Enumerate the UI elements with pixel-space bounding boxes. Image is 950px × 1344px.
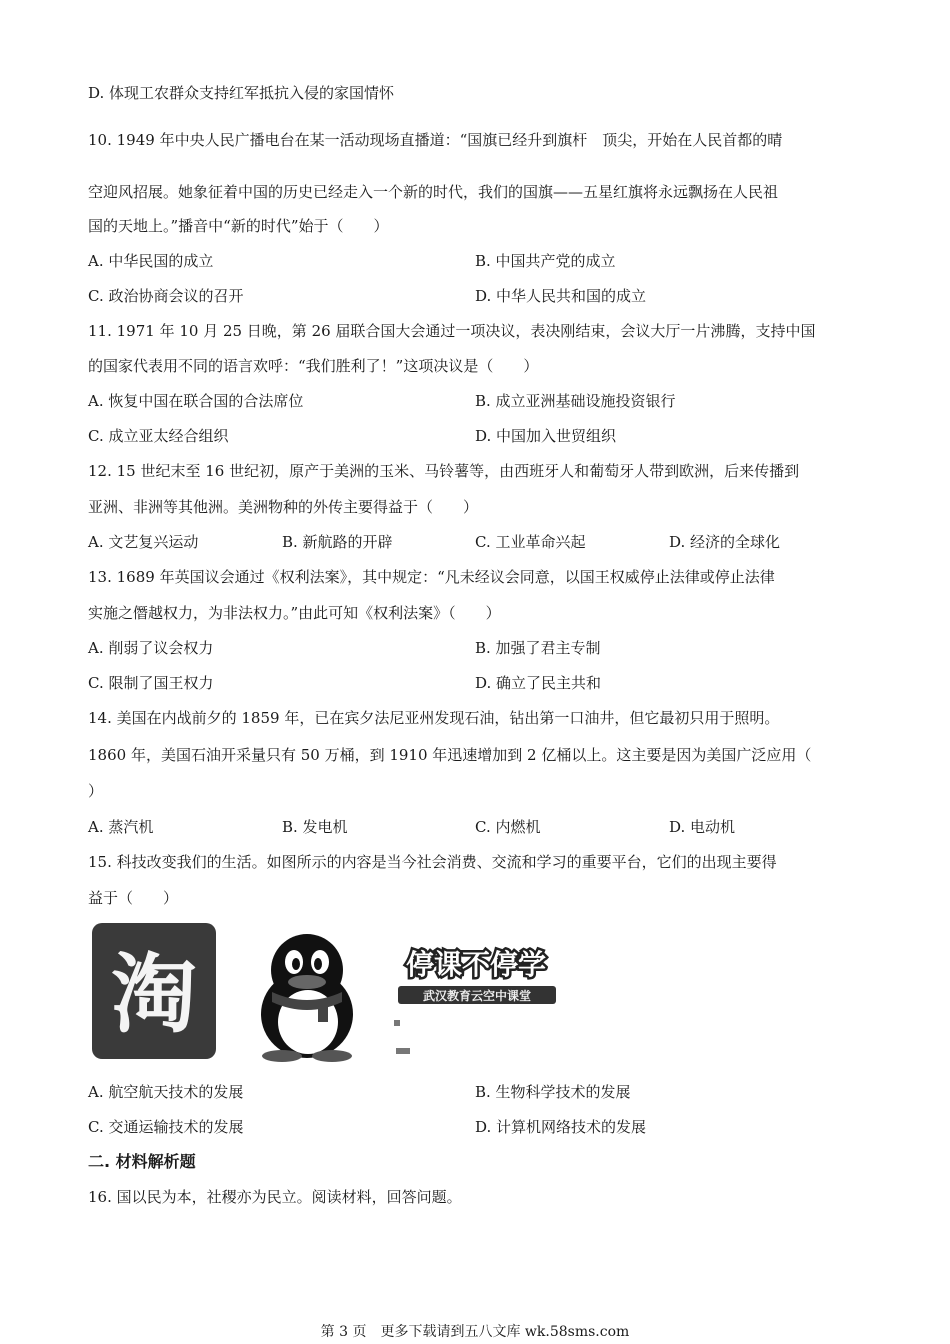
q10-stem-line2: 空迎风招展。她象征着中国的历史已经走入一个新的时代，我们的国旗——五星红旗将永远飘扬在人民祖 [88, 183, 779, 201]
section-heading: 二. 材料解析题 [88, 1152, 196, 1171]
q14-stem-line3: ） [88, 782, 104, 800]
qq-penguin-icon [248, 930, 366, 1064]
q13-option-d: D. 确立了民主共和 [475, 674, 602, 692]
q12-stem-line1: 12. 15 世纪末至 16 世纪初，原产于美洲的玉米、马铃薯等，由西班牙人和葡萄牙人带到欧洲，后来传播到 [88, 462, 800, 480]
q15-option-a: A. 航空航天技术的发展 [88, 1083, 244, 1101]
q14-option-d: D. 电动机 [669, 818, 736, 836]
q11-option-c: C. 成立亚太经合组织 [88, 427, 229, 445]
q12-option-c: C. 工业革命兴起 [475, 533, 586, 551]
q14-stem-line1: 14. 美国在内战前夕的 1859 年，已在宾夕法尼亚州发现石油，钻出第一口油井，但它最初只用于照明。 [88, 709, 780, 727]
q14-option-a: A. 蒸汽机 [88, 818, 154, 836]
taobao-char: 淘 [111, 945, 197, 1045]
q14-option-c: C. 内燃机 [475, 818, 541, 836]
q15-stem-line2: 益于（ ） [88, 889, 179, 907]
q16-stem-line1: 16. 国以民为本，社稷亦为民立。阅读材料，回答问题。 [88, 1188, 462, 1206]
q15-option-c: C. 交通运输技术的发展 [88, 1118, 244, 1136]
q10-option-c: C. 政治协商会议的召开 [88, 287, 244, 305]
q11-option-b: B. 成立亚洲基础设施投资银行 [475, 392, 676, 410]
q10-option-d: D. 中华人民共和国的成立 [475, 287, 647, 305]
banner-subtitle: 武汉教育云空中课堂 [422, 989, 532, 1003]
q15-option-b: B. 生物科学技术的发展 [475, 1083, 631, 1101]
q9-option-d: D. 体现工农群众支持红军抵抗入侵的家国情怀 [88, 84, 395, 102]
q13-stem-line2: 实施之僭越权力，为非法权力。”由此可知《权利法案》（ ） [88, 604, 501, 622]
q11-stem-line1: 11. 1971 年 10 月 25 日晚，第 26 届联合国大会通过一项决议，表决刚结束，会议大厅一片沸腾，支持中国 [88, 322, 816, 340]
q15-stem-line1: 15. 科技改变我们的生活。如图所示的内容是当今社会消费、交流和学习的重要平台，它们的出现主要得 [88, 853, 777, 871]
banner-title: 停课不停学 [405, 948, 547, 981]
page-footer: 第 3 页 更多下载请到五八文库 wk.58sms.com [320, 1324, 630, 1340]
q11-option-a: A. 恢复中国在联合国的合法席位 [88, 392, 304, 410]
q14-stem-line2: 1860 年，美国石油开采量只有 50 万桶，到 1910 年迅速增加到 2 亿桶以上。这主要是因为美国广泛应用（ [88, 746, 812, 764]
taobao-logo [90, 921, 218, 1061]
q13-option-a: A. 削弱了议会权力 [88, 639, 214, 657]
q10-stem-line1: 10. 1949 年中央人民广播电台在某一活动现场直播道：“国旗已经升到旗杆 顶尖，开始在人民首都的晴 [88, 131, 783, 149]
q13-option-b: B. 加强了君主专制 [475, 639, 601, 657]
q12-option-a: A. 文艺复兴运动 [88, 533, 199, 551]
q10-option-a: A. 中华民国的成立 [88, 252, 214, 270]
q15-option-d: D. 计算机网络技术的发展 [475, 1118, 647, 1136]
q10-option-b: B. 中国共产党的成立 [475, 252, 616, 270]
q13-stem-line1: 13. 1689 年英国议会通过《权利法案》，其中规定：“凡未经议会同意，以国王权威停止法律或停止法律 [88, 568, 775, 586]
q12-stem-line2: 亚洲、非洲等其他洲。美洲物种的外传主要得益于（ ） [88, 498, 479, 516]
q11-stem-line2: 的国家代表用不同的语言欢呼：“我们胜利了！”这项决议是（ ） [88, 357, 539, 375]
q12-option-b: B. 新航路的开辟 [282, 533, 393, 551]
q14-option-b: B. 发电机 [282, 818, 348, 836]
online-class-banner [392, 944, 562, 1064]
q11-option-d: D. 中国加入世贸组织 [475, 427, 617, 445]
q12-option-d: D. 经济的全球化 [669, 533, 781, 551]
q13-option-c: C. 限制了国王权力 [88, 674, 214, 692]
q10-stem-line3: 国的天地上。”播音中“新的时代”始于（ ） [88, 217, 389, 235]
